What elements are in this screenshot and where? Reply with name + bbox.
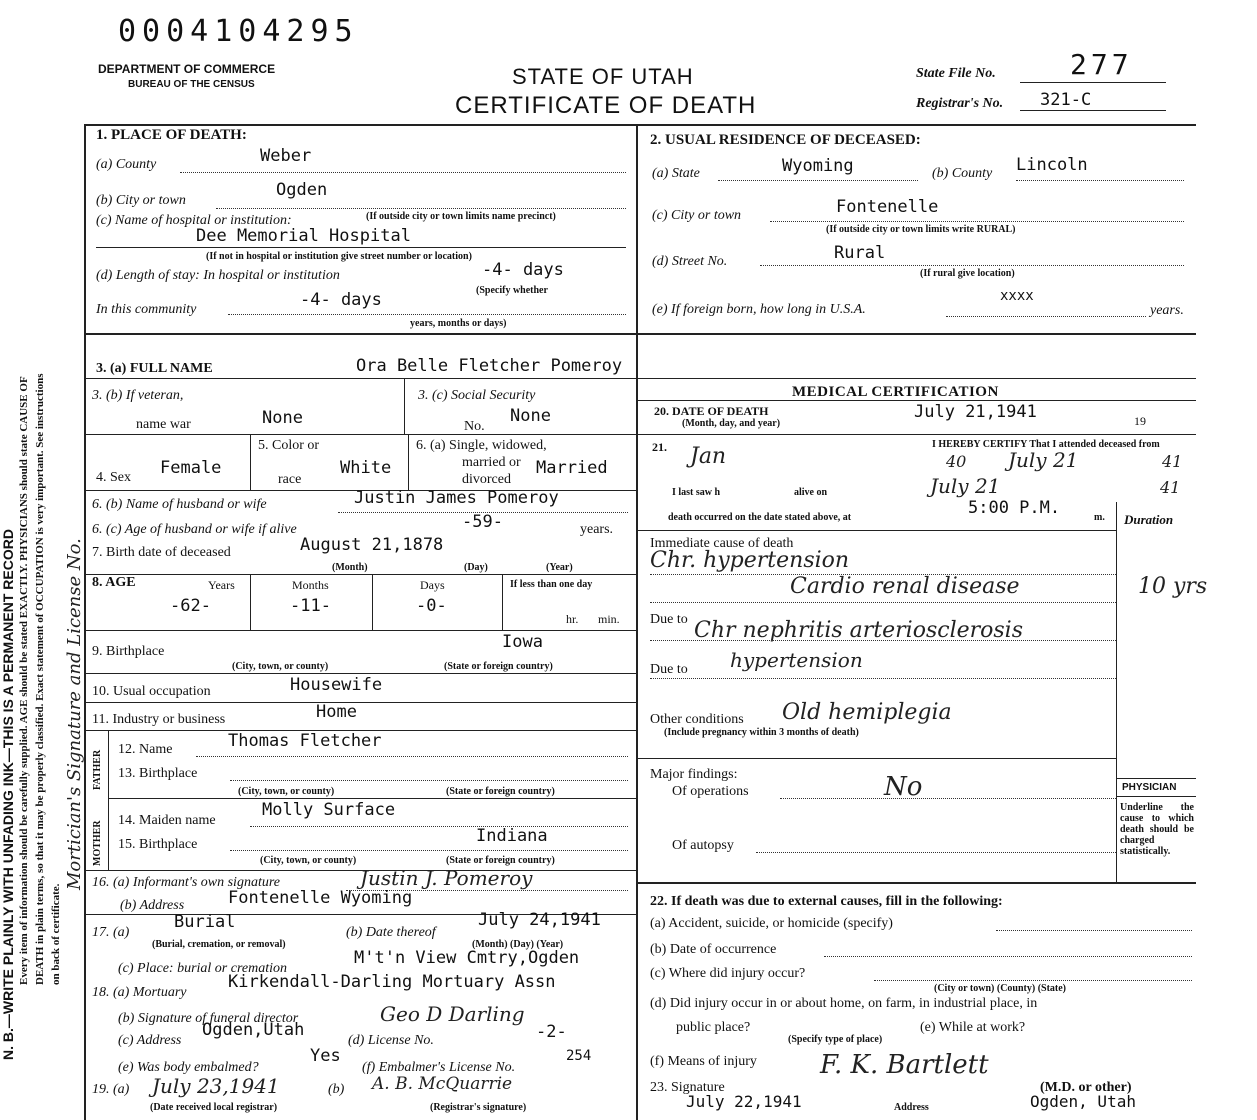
death-date-label: 20. DATE OF DEATH — [654, 404, 769, 418]
industry-label: 11. Industry or business — [92, 712, 226, 727]
spouse-label: 6. (b) Name of husband or wife — [92, 497, 267, 512]
father-name-line — [196, 756, 628, 757]
age-div-3 — [502, 574, 503, 630]
last-saw-year: 41 — [1160, 478, 1181, 497]
veteran-label: 3. (b) If veteran, — [92, 388, 184, 403]
res-city-note: (If outside city or town limits write RURAL) — [826, 224, 1016, 235]
at-work-label: (e) While at work? — [920, 1020, 1026, 1035]
hospital-label: (c) Name of hospital or institution: — [96, 213, 292, 228]
spouse-age-unit: years. — [580, 522, 614, 537]
father-city-note: (City, town, or county) — [238, 786, 335, 797]
county-label: (a) County — [96, 157, 157, 172]
physician-box-title: PHYSICIAN — [1122, 782, 1177, 793]
section-divider — [84, 333, 1196, 335]
community-line — [228, 314, 626, 315]
disposal-value: Burial — [174, 912, 236, 932]
marital-label-2: married or — [462, 455, 521, 470]
last-saw-label: I last saw h — [672, 487, 721, 498]
occurrence-label: (b) Date of occurrence — [650, 942, 777, 957]
mortuary-value: Kirkendall-Darling Mortuary Assn — [228, 972, 556, 992]
residence-heading: 2. USUAL RESIDENCE OF DECEASED: — [650, 132, 921, 148]
min-label: min. — [598, 612, 620, 626]
mortuary-address-label: (c) Address — [118, 1033, 182, 1048]
received-note: (Date received local registrar) — [150, 1102, 278, 1113]
city-line — [216, 208, 626, 209]
birth-label: 7. Birth date of deceased — [92, 545, 231, 560]
spouse-age-label: 6. (c) Age of husband or wife if alive — [92, 522, 297, 537]
foreign-years: years. — [1150, 303, 1184, 318]
left-notice: N. B.—WRITE PLAINLY WITH UNFADING INK—THIS IS A PERMANENT RECORD — [0, 529, 16, 1060]
registrar-number: 321-C — [1040, 90, 1092, 110]
day-note: (Day) — [464, 562, 488, 573]
hospital-note: (If outside city or town limits name precinct) — [366, 211, 556, 222]
specify-note: (Specify whether — [476, 285, 548, 296]
department-label: DEPARTMENT OF COMMERCE — [98, 62, 276, 76]
attended-from: Jan — [690, 444, 727, 469]
father-name-value: Thomas Fletcher — [228, 731, 382, 751]
mother-birth-line — [230, 850, 628, 851]
foreign-line — [946, 316, 1146, 317]
medical-heading-line — [636, 400, 1196, 401]
disposal-label: 17. (a) — [92, 925, 130, 940]
marital-label-3: divorced — [462, 472, 511, 487]
physician-box-rule — [1116, 796, 1196, 797]
mother-city-note: (City, town, or county) — [260, 855, 357, 866]
duration-divider — [1116, 502, 1117, 882]
registrar-note: (Registrar's signature) — [430, 1102, 527, 1113]
community-label: In this community — [96, 302, 197, 317]
ss-label: 3. (c) Social Security — [418, 388, 536, 403]
age-div-2 — [372, 574, 373, 630]
hospital-line — [96, 247, 626, 248]
embalmer-license-value: 254 — [566, 1048, 592, 1064]
occurred-label: death occurred on the date stated above, at — [668, 512, 852, 523]
informant-address: Fontenelle Wyoming — [228, 888, 413, 908]
res-city-value: Fontenelle — [836, 197, 939, 217]
father-name-label: 12. Name — [118, 742, 173, 757]
cause-2: Cardio renal disease — [790, 574, 1020, 599]
row-divider-3 — [84, 574, 636, 575]
license-label: (d) License No. — [348, 1033, 434, 1048]
sex-value: Female — [160, 458, 222, 478]
mortician-note: Mortician's Signature and License No. — [64, 538, 85, 890]
frame-middle — [636, 124, 638, 1120]
other-label: Other conditions — [650, 712, 744, 727]
cause-duration: 10 yrs — [1138, 574, 1208, 599]
immediate-label: Immediate cause of death — [650, 536, 794, 551]
burial-place-value: M't'n View Cmtry,Ogden — [354, 948, 580, 968]
county-line — [180, 172, 626, 173]
autopsy-label: Of autopsy — [672, 838, 734, 853]
due-to-2-label: Due to — [650, 662, 688, 677]
disposal-date-note: (Month) (Day) (Year) — [472, 939, 564, 950]
age-days-value: -0- — [416, 596, 447, 616]
due-to-2: hypertension — [730, 648, 863, 672]
home-label: (d) Did injury occur in or about home, on farm, in industrial place, in — [650, 996, 1038, 1011]
death-date-value: July 21,1941 — [914, 402, 1037, 422]
age-months-value: -11- — [290, 596, 331, 616]
county-value: Weber — [260, 146, 312, 166]
registrar-sig-label: (b) — [328, 1082, 345, 1097]
occupation-label: 10. Usual occupation — [92, 684, 211, 699]
attended-to-year: 41 — [1162, 452, 1183, 471]
marital-value: Married — [536, 458, 608, 478]
birthplace-city-note: (City, town, or county) — [232, 661, 329, 672]
frame-left — [84, 124, 86, 1120]
res-state-value: Wyoming — [782, 156, 854, 176]
mortuary-label: 18. (a) Mortuary — [92, 985, 187, 1000]
physician-address: Ogden, Utah — [1030, 1092, 1136, 1111]
race-label: race — [278, 472, 302, 487]
instructions-line-3: on back of certificate. — [50, 883, 62, 985]
external-divider — [636, 882, 1196, 884]
res-state-label: (a) State — [652, 166, 700, 181]
row-divider-1 — [84, 434, 636, 435]
res-county-line — [1016, 180, 1184, 181]
foreign-value: xxxx — [1000, 288, 1034, 304]
accident-line — [996, 930, 1192, 931]
frame-top — [84, 124, 1196, 126]
spouse-age-value: -59- — [462, 512, 503, 532]
industry-value: Home — [316, 702, 357, 722]
res-street-label: (d) Street No. — [652, 254, 728, 269]
res-street-line — [760, 265, 1184, 266]
name-war-label: name war — [136, 417, 191, 432]
mother-maiden-label: 14. Maiden name — [118, 813, 216, 828]
community-value: -4- days — [300, 290, 382, 310]
hospital-note-2: (If not in hospital or institution give street number or location) — [206, 251, 472, 262]
sex-color-divider — [250, 434, 251, 490]
row-divider-4 — [84, 630, 636, 631]
mortuary-address-value: Ogden,Utah — [202, 1020, 305, 1040]
year-note: (Year) — [546, 562, 573, 573]
birthplace-value: Iowa — [502, 632, 543, 652]
medical-row-2 — [636, 530, 1116, 531]
embalmed-label: (e) Was body embalmed? — [118, 1060, 259, 1075]
received-value: July 23,1941 — [152, 1074, 280, 1098]
director-label: (b) Signature of funeral director — [118, 1011, 299, 1026]
full-name-value: Ora Belle Fletcher Pomeroy — [356, 356, 623, 376]
physician-signature: F. K. Bartlett — [820, 1050, 989, 1080]
last-saw-date: July 21 — [930, 474, 1001, 498]
mother-birth-label: 15. Birthplace — [118, 837, 198, 852]
birth-value: August 21,1878 — [300, 535, 444, 555]
hr-label: hr. — [566, 612, 579, 626]
where-note: (City or town) (County) (State) — [934, 983, 1067, 994]
father-birth-line — [230, 780, 628, 781]
due-to-1-label: Due to — [650, 612, 688, 627]
months-label: Months — [292, 578, 329, 592]
days-label: Days — [420, 578, 445, 592]
other-note: (Include pregnancy within 3 months of death) — [664, 727, 859, 738]
res-county-label: (b) County — [932, 166, 993, 181]
mother-birth-value: Indiana — [476, 826, 548, 846]
race-value: White — [340, 458, 392, 478]
age-label: 8. AGE — [92, 575, 136, 590]
informant-signature: Justin J. Pomeroy — [360, 866, 533, 890]
res-county-value: Lincoln — [1016, 155, 1088, 175]
birthplace-label: 9. Birthplace — [92, 644, 165, 659]
burial-place-label: (c) Place: burial or cremation — [118, 961, 287, 976]
director-signature: Geo D Darling — [380, 1002, 525, 1026]
registrar-line — [1020, 110, 1166, 111]
immediate-cause: Chr. hypertension — [650, 548, 850, 573]
operations-value: No — [884, 772, 923, 802]
physician-address-label: Address — [894, 1102, 929, 1113]
signed-date: July 22,1941 — [686, 1092, 802, 1111]
cause-2-line — [650, 602, 1116, 603]
disposal-note: (Burial, cremation, or removal) — [152, 939, 286, 950]
mother-maiden-line — [250, 826, 628, 827]
mother-state-note: (State or foreign country) — [446, 855, 555, 866]
other-conditions: Old hemiplegia — [782, 700, 952, 725]
certify-text: I HEREBY CERTIFY That I attended deceased from — [932, 439, 1160, 450]
state-file-number: 277 — [1070, 48, 1133, 81]
physician-box-top — [1116, 778, 1196, 779]
major-findings-label: Major findings: — [650, 767, 738, 782]
spouse-value: Justin James Pomeroy — [354, 488, 559, 508]
parents-bracket — [108, 730, 109, 870]
certificate-title: CERTIFICATE OF DEATH — [455, 92, 757, 119]
res-street-value: Rural — [834, 243, 886, 263]
res-city-line — [770, 221, 1184, 222]
where-label: (c) Where did injury occur? — [650, 966, 806, 981]
bureau-label: BUREAU OF THE CENSUS — [128, 79, 255, 90]
month-note: (Month) — [332, 562, 368, 573]
license-value: -2- — [536, 1022, 567, 1042]
received-label: 19. (a) — [92, 1082, 130, 1097]
certificate-number: 0004104295 — [118, 14, 359, 49]
father-side-label: FATHER — [92, 749, 103, 790]
accident-label: (a) Accident, suicide, or homicide (specify) — [650, 916, 893, 931]
certify-label: 21. — [652, 440, 667, 454]
war-value: None — [262, 408, 303, 428]
city-value: Ogden — [276, 180, 328, 200]
city-label: (b) City or town — [96, 193, 186, 208]
due-2-line — [650, 678, 1116, 679]
name-divider — [84, 378, 1196, 379]
father-birth-label: 13. Birthplace — [118, 766, 198, 781]
birthplace-state-note: (State or foreign country) — [444, 661, 553, 672]
death-date-19: 19 — [1134, 414, 1146, 428]
medical-heading: MEDICAL CERTIFICATION — [792, 384, 999, 400]
means-label: (f) Means of injury — [650, 1054, 757, 1069]
duration-label: Duration — [1124, 512, 1174, 527]
attended-from-year: 40 — [946, 452, 967, 471]
stay-label: (d) Length of stay: In hospital or institution — [96, 268, 340, 283]
medical-row-1 — [636, 434, 1196, 435]
hospital-value: Dee Memorial Hospital — [196, 226, 411, 246]
autopsy-line — [756, 852, 1116, 853]
signature-label: 23. Signature — [650, 1080, 725, 1095]
registrar-label: Registrar's No. — [916, 96, 1004, 111]
age-div-1 — [250, 574, 251, 630]
registrar-signature: A. B. McQuarrie — [372, 1074, 513, 1094]
external-label: 22. If death was due to external causes, fill in the following: — [650, 894, 1003, 909]
sex-label: 4. Sex — [96, 470, 131, 485]
marital-label: 6. (a) Single, widowed, — [416, 438, 547, 453]
color-marital-divider — [408, 434, 409, 490]
due-1-line — [650, 640, 1116, 641]
row-divider-5 — [84, 673, 636, 674]
md-label: (M.D. or other) — [1040, 1080, 1132, 1095]
medical-row-3 — [636, 758, 1116, 759]
ss-value: None — [510, 406, 551, 426]
informant-sig-label: 16. (a) Informant's own signature — [92, 875, 280, 890]
stay-value: -4- days — [482, 260, 564, 280]
full-name-label: 3. (a) FULL NAME — [96, 361, 213, 376]
state-file-line — [1020, 82, 1166, 83]
operations-line — [780, 798, 1116, 799]
res-state-line — [718, 180, 918, 181]
embalmed-value: Yes — [310, 1046, 341, 1066]
age-years-value: -62- — [170, 596, 211, 616]
lessday-label: If less than one day — [510, 579, 593, 590]
state-title: STATE OF UTAH — [512, 64, 694, 89]
state-file-label: State File No. — [916, 66, 996, 81]
alive-on-label: alive on — [794, 487, 828, 498]
mother-maiden-value: Molly Surface — [262, 800, 396, 820]
occurrence-line — [824, 956, 1192, 957]
ss-no-label: No. — [464, 419, 485, 434]
color-label: 5. Color or — [258, 438, 320, 453]
due-to-1: Chr nephritis arteriosclerosis — [694, 618, 1024, 643]
ymd-note: years, months or days) — [410, 318, 507, 329]
res-street-note: (If rural give location) — [920, 268, 1015, 279]
physician-box-text: Underline the cause to which death should be charged statistically. — [1120, 802, 1194, 857]
res-city-label: (c) City or town — [652, 208, 742, 223]
death-time: 5:00 P.M. — [968, 498, 1061, 518]
disposal-date-label: (b) Date thereof — [346, 925, 436, 940]
row-divider-6 — [84, 702, 636, 703]
foreign-label: (e) If foreign born, how long in U.S.A. — [652, 302, 866, 317]
row-divider-8 — [108, 798, 636, 799]
instructions-line-1: Every item of information should be carefully supplied. AGE should be stated EXACTLY. PHYSICIANS should state CAUSE OF — [18, 376, 30, 985]
time-m-label: m. — [1094, 512, 1105, 523]
attended-to: July 21 — [1008, 448, 1079, 472]
where-line — [874, 980, 1192, 981]
occupation-value: Housewife — [290, 675, 383, 695]
mother-side-label: MOTHER — [92, 820, 103, 866]
informant-address-label: (b) Address — [120, 898, 185, 913]
embalmer-license-label: (f) Embalmer's License No. — [362, 1060, 516, 1075]
father-state-note: (State or foreign country) — [446, 786, 555, 797]
disposal-date-value: July 24,1941 — [478, 910, 601, 930]
vet-ss-divider — [404, 378, 405, 434]
years-label: Years — [208, 578, 235, 592]
place-of-death-heading: 1. PLACE OF DEATH: — [96, 127, 247, 143]
death-date-note: (Month, day, and year) — [682, 418, 781, 429]
instructions-line-2: DEATH in plain terms, so that it may be properly classified. Exact statement of OCCUPATION is very important. See instructions — [34, 373, 46, 985]
operations-label: Of operations — [672, 784, 749, 799]
place-note: (Specify type of place) — [788, 1034, 883, 1045]
public-label: public place? — [676, 1020, 751, 1035]
